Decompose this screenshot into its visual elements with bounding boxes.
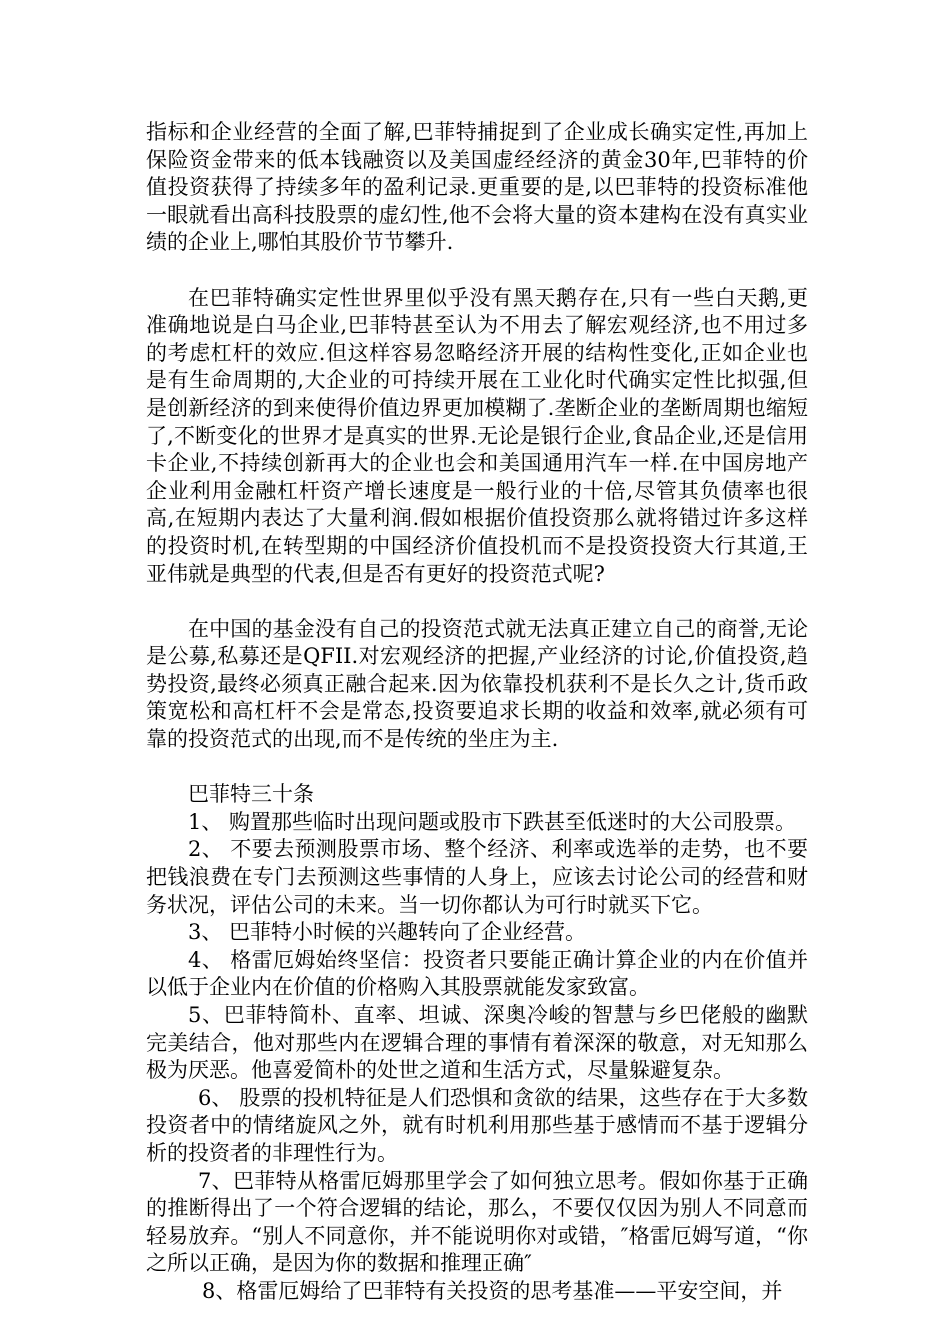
paragraph-continued: 指标和企业经营的全面了解,巴菲特捕捉到了企业成长确实定性,再加上保险资金带来的低本钱融资以及美国虚经经济的黄金30年,巴菲特的价值投资获得了持续多年的盈利记录.更重要的是,以巴菲特的投资标准他一眼就看出高科技股票的虚幻性,他不会将大量的资本建构在没有真实业绩的企业上,哪怕其股价节节攀升. [146,120,808,255]
list-item-6: 6、 股票的投机特征是人们恐惧和贪欲的结果，这些存在于大多数投资者中的情绪旋风之外，就有时机利用那些基于感情而不基于逻辑分析的投资者的非理性行为。 [146,1085,808,1165]
paragraph-gap [146,754,808,782]
list-item-3: 3、 巴菲特小时候的兴趣转向了企业经营。 [188,920,587,945]
list-item-8: 8、格雷厄姆给了巴菲特有关投资的思考基准——平安空间，并 [202,1278,783,1303]
document-page [146,119,808,1306]
paragraph-gap [146,588,808,616]
list-heading: 巴菲特三十条 [188,782,314,807]
list-item-1: 1、 购置那些临时出现问题或股市下跌甚至低迷时的大公司股票。 [188,809,797,834]
paragraph-gap [146,257,808,285]
list-item-2: 2、 不要去预测股票市场、整个经济、利率或选举的走势，也不要把钱浪费在专门去预测这些事情的人身上，应该去讨论公司的经营和财务状况，评估公司的未来。当一切你都认为可行时就买下它。 [146,837,808,917]
list-item-4: 4、 格雷厄姆始终坚信：投资者只要能正确计算企业的内在价值并以低于企业内在价值的价格购入其股票就能发家致富。 [146,947,808,1000]
paragraph-china-fund: 在中国的基金没有自己的投资范式就无法真正建立自己的商誉,无论是公募,私募还是QFII.对宏观经济的把握,产业经济的讨论,价值投资,趋势投资,最终必须真正融合起来.因为依靠投机获利不是长久之计,货币政策宽松和高杠杆不会是常态,投资要追求长期的收益和效率,就必须有可靠的投资范式的出现,而不是传统的坐庄为主. [146,616,808,752]
list-item-5: 5、巴菲特简朴、直率、坦诚、深奥冷峻的智慧与乡巴佬般的幽默完美结合，他对那些内在逻辑合理的事情有着深深的敬意，对无知那么极为厌恶。他喜爱简朴的处世之道和生活方式，尽量躲避复杂。 [146,1003,808,1083]
paragraph-white-swan: 在巴菲特确实定性世界里似乎没有黑天鹅存在,只有一些白天鹅,更准确地说是白马企业,巴菲特甚至认为不用去了解宏观经济,也不用过多的考虑杠杆的效应.但这样容易忽略经济开展的结构性变化,正如企业也是有生命周期的,大企业的可持续开展在工业化时代确实定性比拟强,但是创新经济的到来使得价值边界更加模糊了.垄断企业的垄断周期也缩短了,不断变化的世界才是真实的世界.无论是银行企业,食品企业,还是信用卡企业,不持续创新再大的企业也会和美国通用汽车一样.在中国房地产企业利用金融杠杆资产增长速度是一般行业的十倍,尽管其负债率也很高,在短期内表达了大量利润.假如根据价值投资那么就将错过许多这样的投资时机,在转型期的中国经济价值投机而不是投资投资大行其道,王亚伟就是典型的代表,但是否有更好的投资范式呢? [146,285,808,586]
list-item-7: 7、巴菲特从格雷厄姆那里学会了如何独立思考。假如你基于正确的推断得出了一个符合逻辑的结论，那么，不要仅仅因为别人不同意而轻易放弃。“别人不同意你，并不能说明你对或错，″格雷厄姆写道，“你之所以正确，是因为你的数据和推理正确″ [146,1168,808,1276]
